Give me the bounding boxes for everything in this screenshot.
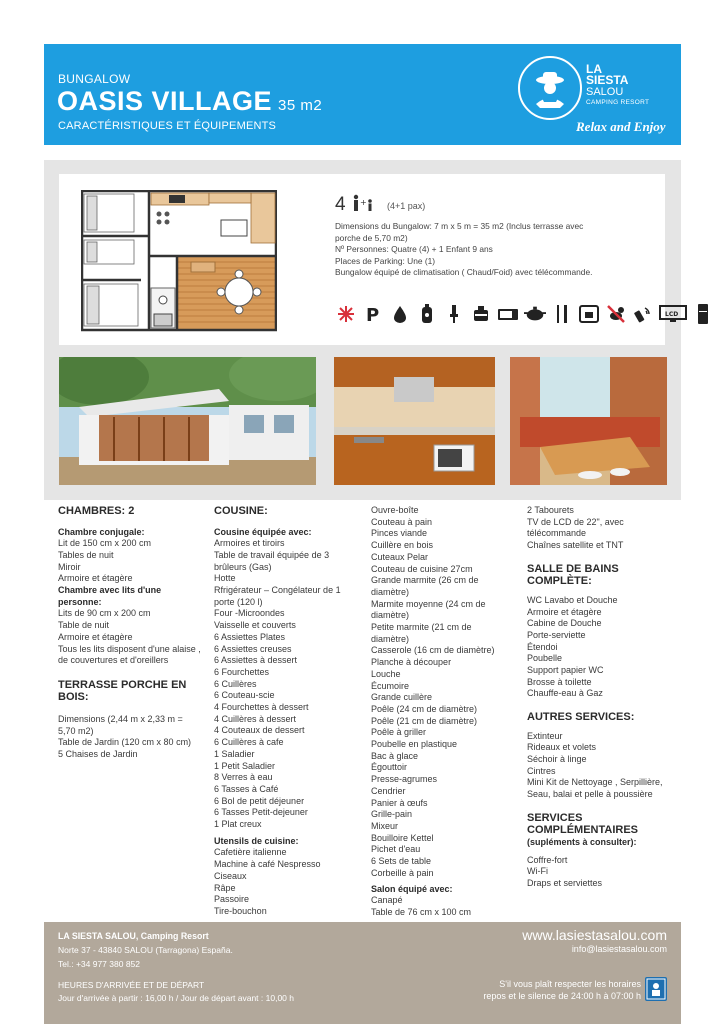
list-item: Table de Jardin (120 cm x 80 cm) [58, 737, 192, 748]
section-heading: SALLE DE BAINS COMPLÈTE: [527, 562, 619, 588]
hours-title: HEURES D'ARRIVÉE ET DE DÉPART [58, 980, 205, 990]
list-item: 4 Cuillères à dessert [214, 713, 297, 724]
section-heading: SERVICES COMPLÉMENTAIRES [527, 811, 639, 837]
list-item: WC Lavabo et Douche [527, 594, 618, 605]
list-item: Vaisselle et couverts [214, 620, 296, 631]
list-item: Grande cuillère [371, 692, 433, 703]
heater-icon [443, 303, 465, 325]
specs-list [335, 221, 597, 279]
mixer-icon [470, 303, 492, 325]
list-item: Table de travail équipée de 3 brûleurs (Gas) [214, 549, 330, 572]
area-label: 35 m2 [278, 97, 323, 114]
column-kitchen [214, 505, 350, 918]
list-item: Râpe [214, 882, 236, 893]
list-item: 1 Petit Saladier [214, 760, 276, 771]
living-room-list [371, 895, 511, 918]
subheading: Utensils de cuisine: [214, 835, 299, 846]
list-item: Mini Kit de Nettoyage , Serpillière, Seau, balai et pelle à poussière [527, 777, 663, 800]
company-name: LA SIESTA SALOU, Camping Resort [58, 931, 209, 941]
list-item: Écumoire [371, 680, 410, 691]
list-item: Brosse à toilette [527, 676, 592, 687]
list-item: Égouttoir [371, 762, 408, 773]
spec-line: Nº Personnes: Quatre (4) + 1 Enfant 9 ans [335, 244, 493, 254]
floor-plan [81, 190, 277, 332]
list-item: Poêle (24 cm de diamètre) [371, 703, 478, 714]
list-item: 6 Couteau-scie [214, 690, 275, 701]
list-item: Couteau de cuisine 27cm [371, 563, 473, 574]
list-item: 6 Cuillères [214, 678, 257, 689]
list-item: 1 Saladier [214, 748, 255, 759]
exterior-photo [59, 357, 316, 485]
list-item: Passoire [214, 894, 250, 905]
subheading: (supléments à consulter): [527, 836, 637, 847]
list-item: Chauffe-eau à Gaz [527, 688, 603, 699]
amenity-icons [335, 302, 714, 326]
list-item: Porte-serviette [527, 629, 586, 640]
info-box [59, 174, 679, 345]
list-item: Machine à café Nespresso [214, 859, 321, 870]
website-link[interactable]: www.lasiestasalou.com [522, 927, 667, 943]
spec-line: Dimensions du Bungalow: 7 m x 5 m = 35 m2 (Inclus terrasse avec porche de 5,70 m2) [335, 221, 584, 243]
list-item: 4 Couteaux de dessert [214, 725, 305, 736]
email-link[interactable]: info@lasiestasalou.com [571, 944, 667, 954]
list-item: 2 Tabourets [527, 505, 574, 515]
other-services-list [527, 731, 667, 801]
list-item: Tire-bouchon [214, 906, 267, 916]
list-item: Cuteaux Pelar [371, 551, 429, 562]
page-title [57, 86, 322, 117]
parking-icon [362, 303, 384, 325]
list-item: Ouvre-boîte [371, 505, 419, 515]
pax-detail: (4+1 pax) [387, 201, 426, 211]
header-banner [44, 44, 681, 145]
extra-services-list [527, 855, 667, 890]
list-item: Lit de 150 cm x 200 cm [58, 538, 152, 549]
list-item: Étendoi [527, 641, 558, 652]
coffee-machine-icon [578, 303, 600, 325]
list-item: Miroir [58, 561, 81, 572]
adults-child-icon [351, 194, 377, 212]
list-item: Poubelle [527, 653, 563, 664]
list-item: 6 Bol de petit déjeuner [214, 795, 305, 806]
list-item: Cintres [527, 765, 556, 776]
list-item: Corbeille à pain [371, 867, 434, 878]
list-item: Armoires et tiroirs [214, 538, 285, 549]
list-item: Marmite moyenne (24 cm de diamètre) [371, 598, 486, 621]
list-item: Bac à glace [371, 750, 419, 761]
spec-line: Places de Parking: Une (1) [335, 255, 436, 266]
svg-text:LCD: LCD [665, 311, 679, 318]
utensils-list [214, 847, 350, 917]
tv-lcd-icon [659, 303, 687, 325]
list-item: Dimensions (2,44 m x 2,33 m = 5,70 m2) [58, 713, 183, 736]
list-item: 6 Cuillères à cafe [214, 737, 284, 748]
quiet-hours-text: repos et le silence de 24:00 h à 07:00 h [483, 991, 641, 1001]
water-drop-icon [416, 303, 438, 325]
tagline: Relax and Enjoy [576, 119, 666, 134]
page-subtitle: CARACTÉRISTIQUES ET ÉQUIPEMENTS [58, 120, 277, 132]
kitchen-list [214, 538, 350, 831]
section-heading: AUTRES SERVICES: [527, 711, 635, 724]
list-item: Armoire et étagère [527, 606, 602, 617]
list-item: Coffre-fort [527, 854, 568, 865]
subheading: Chambre avec lits d'une personne: [58, 585, 162, 607]
list-item: Wi-Fi [527, 866, 548, 877]
list-item: Lits de 90 cm x 200 cm [58, 608, 151, 619]
list-item: 6 Assiettes Plates [214, 631, 286, 642]
living-room-photo [510, 357, 667, 485]
list-item: Hotte [214, 573, 236, 584]
list-item: Table de nuit [58, 620, 110, 631]
list-item: Poêle à griller [371, 727, 427, 738]
svg-text:P: P [366, 305, 380, 323]
kitchen-photo [334, 357, 495, 485]
list-item: Cabine de Douche [527, 618, 602, 629]
logo-text: SIESTA [586, 73, 629, 87]
list-item: 6 Assiettes à dessert [214, 655, 298, 666]
logo-mascot-icon [518, 56, 582, 120]
list-item: Cuillère en bois [371, 540, 434, 551]
list-item: Grille-pain [371, 809, 413, 820]
list-item: 4 Fourchettes à dessert [214, 702, 309, 713]
list-item: Armoire et étagère [58, 573, 133, 584]
subheading: Chambre conjugale: [58, 526, 145, 537]
list-item: Presse-agrumes [371, 774, 438, 785]
svg-text:+: + [359, 198, 367, 207]
list-item: Canapé [371, 895, 403, 906]
list-item: Extinteur [527, 730, 563, 741]
list-item: Bouilloire Kettel [371, 832, 434, 843]
column-bath-services [527, 505, 667, 890]
list-item: Grande marmite (26 cm de diamètre) [371, 575, 479, 597]
list-item: 6 Tasses Petit-dejeuner [214, 807, 308, 818]
list-item: Draps et serviettes [527, 877, 603, 888]
section-heading: CHAMBRES: 2 [58, 505, 135, 517]
list-item: Cendrier [371, 785, 406, 796]
list-item: 6 Tasses à Café [214, 783, 279, 794]
list-item: Petite marmite (21 cm de diamètre) [371, 622, 472, 644]
list-item: 8 Verres à eau [214, 772, 273, 783]
pax-number: 4 [335, 194, 346, 215]
list-item: Tous les lits disposent d'une alaise , de couvertures et d'oreillers [58, 643, 201, 666]
list-item: 6 Fourchettes [214, 666, 270, 677]
list-item: 5 Chaises de Jardin [58, 749, 138, 760]
spec-line: Bungalow équipé de climatisation ( Chaud/Foid) avec télécommande. [335, 267, 593, 277]
list-item: Planche à découper [371, 657, 452, 668]
list-item: Poêle (21 cm de diamètre) [371, 715, 478, 726]
section-heading: COUSINE: [214, 505, 268, 517]
list-item: Pichet d'eau [371, 844, 421, 855]
list-item: 1 Plat creux [214, 819, 262, 830]
kitchen-items-list [371, 505, 511, 880]
list-item: 6 Assiettes creuses [214, 643, 292, 654]
cutlery-icon [551, 303, 573, 325]
list-item: 6 Sets de table [371, 856, 432, 867]
list-item: Couteau à pain [371, 516, 433, 527]
remote-icon [632, 303, 654, 325]
hours-text: Jour d'arrivée à partir : 16,00 h / Jour de départ avant : 10,00 h [58, 993, 294, 1003]
list-item: Support papier WC [527, 665, 604, 676]
list-item: Tables de nuit [58, 549, 114, 560]
gas-bottle-icon [389, 303, 411, 325]
list-item: Séchoir à linge [527, 754, 587, 765]
fridge-icon [692, 303, 714, 325]
footer [44, 922, 681, 1024]
list-item: Ciseaux [214, 870, 247, 881]
list-item: Rideaux et volets [527, 742, 597, 753]
subheading: Cousine équipée avec: [214, 526, 312, 537]
info-panel [44, 160, 681, 500]
column-kitchen-cont [371, 505, 511, 919]
list-item: Rfrigérateur – Congélateur de 1 porte (120 l) [214, 585, 341, 607]
title-text: OASIS VILLAGE [57, 86, 273, 116]
address: Norte 37 - 43840 SALOU (Tarragona) España. [58, 945, 233, 955]
snowflake-icon [335, 303, 357, 325]
logo-text: LA [586, 62, 602, 76]
logo-text: SALOU [586, 86, 624, 98]
pax-count [335, 194, 377, 216]
list-item: Mixeur [371, 820, 399, 831]
bathroom-list [527, 595, 667, 700]
list-item: Armoire et étagère [58, 631, 133, 642]
microwave-icon [497, 303, 519, 325]
phone: Tel.: +34 977 380 852 [58, 959, 140, 969]
list-item: Chaînes satellite et TNT [527, 540, 624, 551]
quiet-hours-text: S'il vous plaît respecter les horaires [499, 979, 641, 989]
list-item: Four -Microondes [214, 608, 285, 619]
quiet-hours-icon [645, 977, 667, 1001]
list-item: Panier à œufs [371, 797, 428, 808]
logo-text: CAMPING RESORT [586, 99, 650, 106]
list-item: TV de LCD de 22", avec télécommande [527, 516, 624, 539]
list-item: Table de 76 cm x 100 cm [371, 906, 472, 917]
pot-icon [524, 303, 546, 325]
living-room-items [527, 505, 667, 552]
list-item: Pinces viande [371, 528, 428, 539]
category-label: BUNGALOW [58, 72, 131, 86]
list-item: Cafetière italienne [214, 847, 287, 858]
section-heading: TERRASSE PORCHE EN BOIS: [58, 678, 187, 704]
list-item: Poubelle en plastique [371, 739, 458, 750]
column-bedrooms [58, 505, 202, 761]
subheading: Salon équipé avec: [371, 883, 453, 894]
list-item: Casserole (16 cm de diamètre) [371, 645, 495, 656]
no-pets-icon [605, 303, 627, 325]
list-item: Louche [371, 668, 401, 679]
